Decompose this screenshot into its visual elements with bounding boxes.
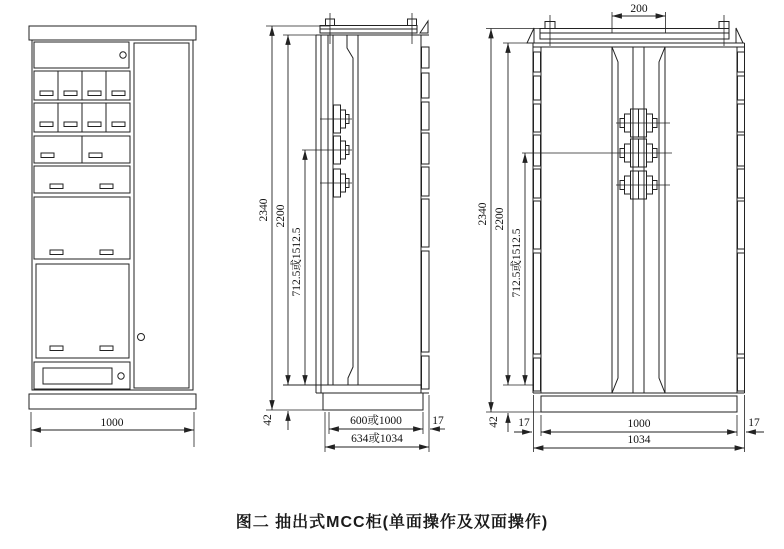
dim-side2-gap-right: 17 [748,417,760,429]
bottom-panel [34,362,130,389]
drawer-handle [88,91,101,96]
busbar-channel-right [644,47,665,393]
front-width-dimension [31,412,194,447]
cable-compartment-door [134,43,189,388]
base-plinth [29,394,196,409]
top-cap [29,26,196,40]
drawer-handle [50,184,63,189]
wide-drawer [34,166,130,193]
right-rail-notches [738,52,745,391]
drawer-row-3 [34,136,130,163]
drawer-handle [64,122,77,127]
side-view-single [258,13,445,452]
dim-side2-body-height: 2200 [494,207,506,231]
side-view-double [477,3,764,452]
front-rail-notches [422,47,430,389]
front-view [29,26,196,447]
large-door [36,264,129,358]
panel-lock [120,52,126,58]
drawer-handle [64,91,77,96]
gusset [527,28,534,43]
drawer-handle [41,153,54,158]
drawer-handle [89,153,102,158]
dim-side2-total-height: 2340 [477,202,489,226]
dim-side2-busbar-spacing: 200 [630,3,648,15]
drawer-handle [112,122,125,127]
drawer-handle [100,184,113,189]
door-lock [138,334,145,341]
base-channel [541,396,737,412]
dim-side1-overall-depth: 634或1034 [351,433,403,445]
dim-side2-base-height: 42 [488,416,500,428]
drawer-handle [40,122,53,127]
dim-side1-base-height: 42 [262,414,274,426]
dim-side1-busbar-height: 712.5或1512.5 [291,227,303,297]
drawer-handle [40,91,53,96]
drawer-handle [50,346,63,351]
side2-dimensions [477,29,764,453]
dim-side2-gap-left: 17 [518,417,530,429]
left-rail-notches [534,52,541,391]
busbar-cluster [620,109,657,199]
drawer-handle [100,250,113,255]
drawer-handle [50,250,63,255]
instrument-panel [34,42,129,68]
figure-caption: 图二 抽出式MCC柜(单面操作及双面操作) [235,514,549,531]
dim-side2-inner-width: 1000 [627,418,651,430]
drawer-handle [112,91,125,96]
base-channel [323,393,423,410]
dim-side2-overall-width: 1034 [627,434,651,446]
dim-side2-busbar-height: 712.5或1512.5 [511,228,523,298]
drawer-handle [88,122,101,127]
dim-side1-body-height: 2200 [275,204,287,228]
dim-side1-total-height: 2340 [258,198,270,222]
dim-side1-front-gap: 17 [432,415,444,427]
drawer-row-2 [34,103,130,132]
medium-door [34,197,130,259]
gusset [420,21,428,33]
dim-side1-inner-depth: 600或1000 [350,415,402,427]
busbar-channel-left [612,47,633,393]
dim-front-width: 1000 [100,417,124,429]
drawer-handle [100,346,113,351]
side1-dimensions [258,26,445,452]
panel-lock [118,373,124,379]
door-profile [347,35,353,385]
drawer-row-1 [34,71,130,100]
lifting-bar [540,29,729,40]
gusset [736,28,743,43]
